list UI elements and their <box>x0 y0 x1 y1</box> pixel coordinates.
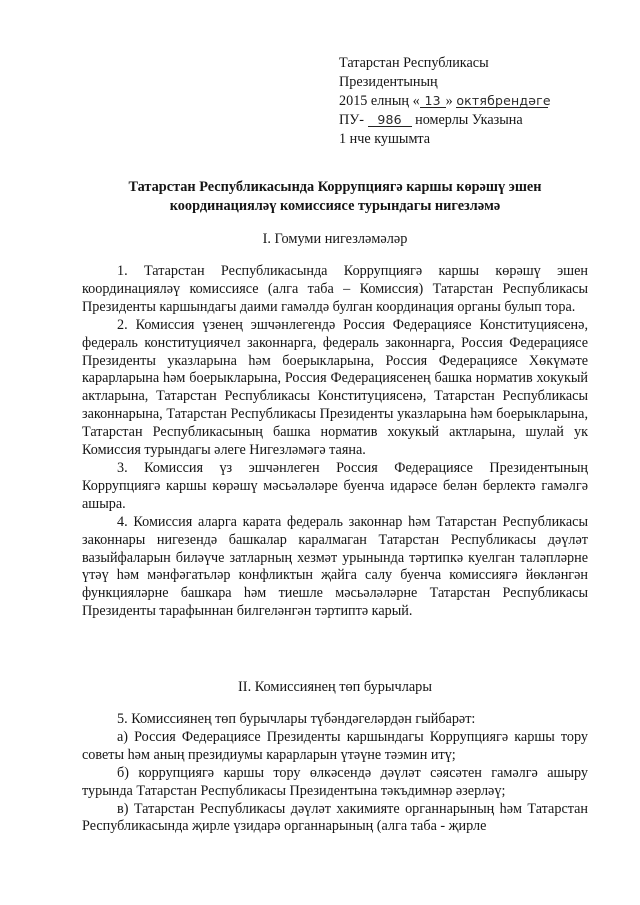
header-line-republic: Татарстан Республикасы <box>339 55 489 71</box>
date-month: октябрендәге <box>456 93 551 108</box>
section-1-body <box>82 263 588 621</box>
section-heading-2: II. Комиссиянең төп бурычлары <box>238 679 432 695</box>
approval-header <box>339 54 599 149</box>
paragraph: в) Татарстан Республикасы дәүләт хакимияте органнарының һәм Татарстан Республикасында җирле үзидарә органнарының (алга таба - җирле <box>82 800 588 835</box>
decree-suffix: номерлы Указына <box>415 112 523 128</box>
title-line-2: координацияләү комиссиясе турындагы нигезләмә <box>169 198 501 214</box>
title-line-1: Татарстан Республикасында Коррупциягә каршы көрәшү эшен <box>128 179 542 195</box>
paragraph: 3. Комиссия үз эшчәнлеген Россия Федерациясе Президентының Коррупциягә каршы көрәшү мәсьәләләре буенча идарәсе белән берлектә гамәлгә ашыра. <box>82 459 588 512</box>
date-day: 13 <box>420 94 446 108</box>
decree-prefix: ПУ- <box>339 112 365 128</box>
document-title <box>96 178 574 216</box>
header-line-president: Президентының <box>339 74 438 90</box>
decree-number: 986 <box>368 113 412 127</box>
section-heading-1: I. Гомуми нигезләмәләр <box>262 231 408 247</box>
paragraph: 2. Комиссия үзенең эшчәнлегендә Россия Федерациясе Конституциясенә, федераль конституциячел законнарга, федераль законнарга, Россия Федерациясе Президенты указларына һәм боерыкларына, Россия Федерациясе Хөкүмәте карарларына һәм боерыкларына, Россия Федерациясенең башка норматив хокукый актларына, Татарстан Республикасы Конституциясенә, Татарстан Республикасы законнарына, Татарстан Республикасы Президенты указларына һәм боерыкларына, Татарстан Республикасының башка норматив хокукый актларына, шулай ук Комиссия турындагы әлеге Нигезләмәгә таяна. <box>82 316 588 459</box>
header-line-decree <box>339 111 599 130</box>
paragraph: 5. Комиссиянең төп бурычлары түбәндәгеләрдән гыйбарәт: <box>117 711 476 727</box>
paragraph: б) коррупциягә каршы тору өлкәсендә дәүләт сәясәтен гамәлгә ашыру турында Татарстан Республикасы Президентына тәкъдимнәр әзерләү; <box>82 764 588 799</box>
date-close-quote: » <box>445 93 453 109</box>
header-line-appendix: 1 нче кушымта <box>339 131 431 147</box>
paragraph: 1. Татарстан Республикасында Коррупциягә каршы көрәшү эшен координацияләү комиссиясе (алга таба – Комиссия) Татарстан Республикасы Президенты каршындагы даими гамәлдә булган координация органы булып тора. <box>82 263 588 315</box>
paragraph: а) Россия Федерациясе Президенты каршындагы Коррупциягә каршы тору советы һәм аның президиумы карарларын үтәүне тәэмин итү; <box>82 728 588 763</box>
paragraph: 4. Комиссия аларга карата федераль законнар һәм Татарстан Республикасы законнары нигезендә башкалар каралмаган Татарстан Республикасы дәүләт вазыйфаларын биләүче затларның хезмәт урынында тәртипкә куелган таләпләрне үтәү һәм мәнфәгатьләр конфликтын җайга салу буенча комиссиягә йөкләнгән функцияләрне башкара һәм тиешле мәсьәләләрне Татарстан Республикасы Президенты тарафыннан билгеләнгән тәртиптә карый. <box>82 513 588 620</box>
header-line-date <box>339 92 599 111</box>
date-prefix: 2015 елның « <box>339 93 420 109</box>
section-2-body <box>82 711 588 836</box>
